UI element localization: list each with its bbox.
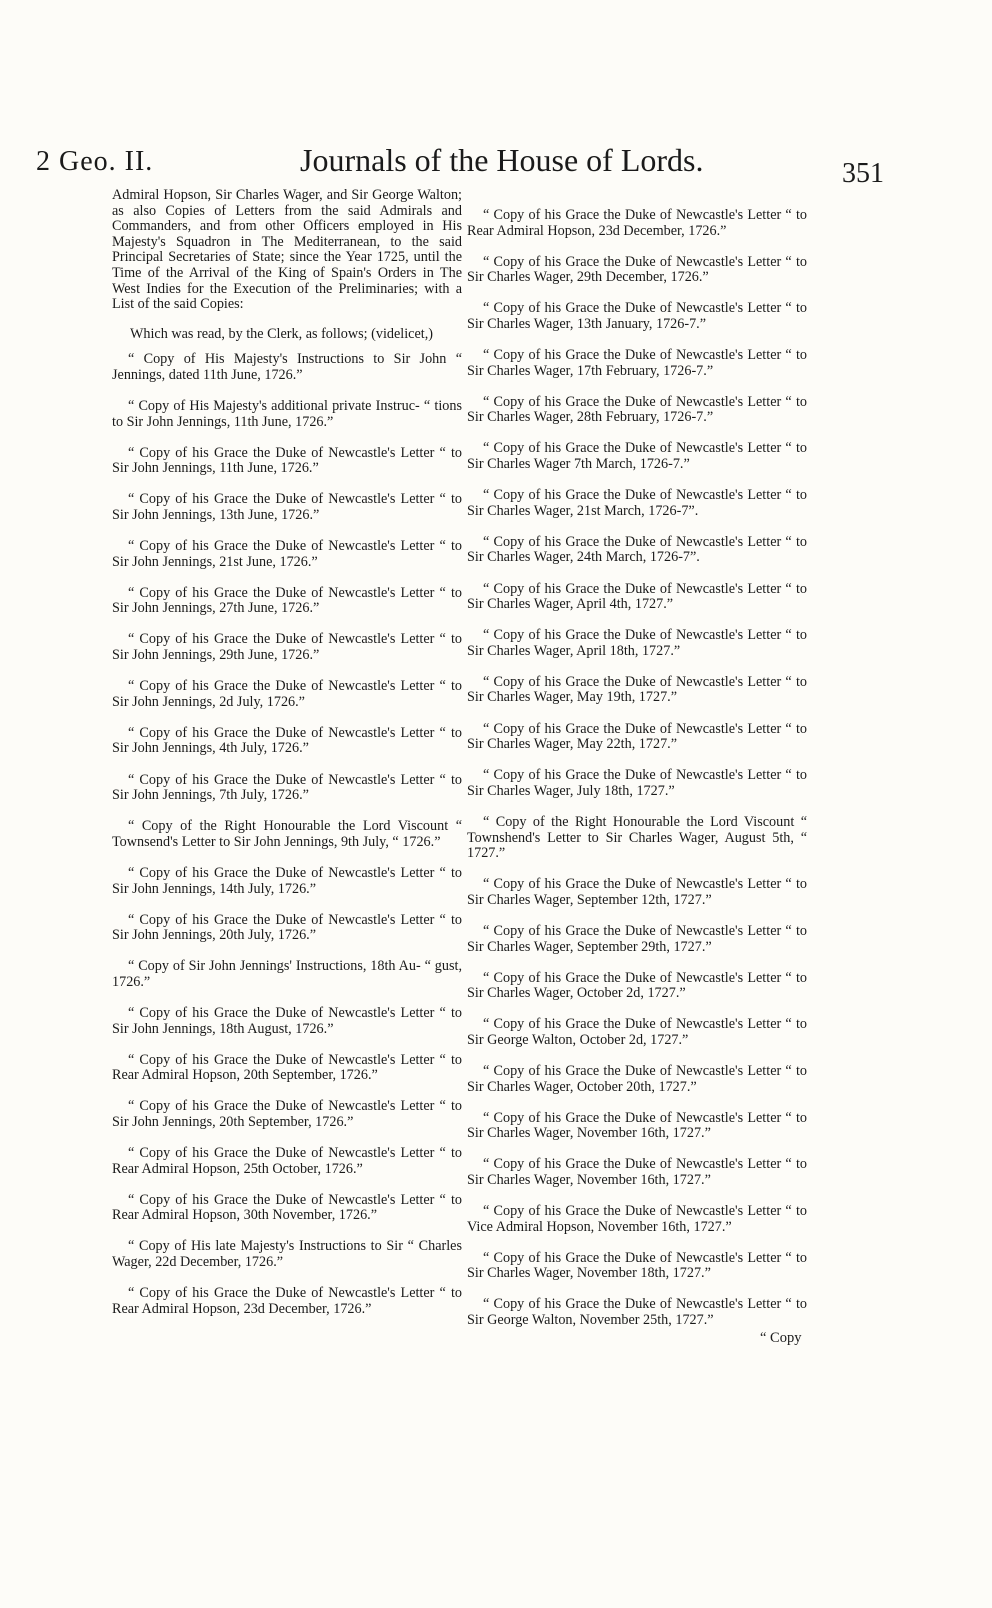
letter-entry: “ Copy of his Grace the Duke of Newcastle's Letter “ to Rear Admiral Hopson, 23d December, 1726.” [112,1285,462,1317]
letter-entry: “ Copy of his Grace the Duke of Newcastle's Letter “ to Vice Admiral Hopson, November 16th, 1727.” [467,1203,807,1235]
letter-entry: “ Copy of his Grace the Duke of Newcastle's Letter “ to Rear Admiral Hopson, 23d December, 1726.” [467,207,807,239]
letter-entry: “ Copy of his Grace the Duke of Newcastle's Letter “ to Sir John Jennings, 21st June, 1726.” [112,538,462,570]
letter-entry: “ Copy of his Grace the Duke of Newcastle's Letter “ to Sir John Jennings, 11th June, 1726.” [112,444,462,477]
letter-entry: “ Copy of his Grace the Duke of Newcastle's Letter “ to Sir Charles Wager, September 29th, 1727.” [467,922,807,955]
letter-entry: “ Copy of his Grace the Duke of Newcastle's Letter “ to Sir Charles Wager, July 18th, 1727.” [467,767,807,799]
letter-entry: “ Copy of his Grace the Duke of Newcastle's Letter “ to Sir Charles Wager 7th March, 1726-7.” [467,440,807,473]
letter-entry: “ Copy of His Majesty's additional private Instruc- “ tions to Sir John Jennings, 11th June, 1726.” [112,398,462,430]
letter-entry: “ Copy of his Grace the Duke of Newcastle's Letter “ to Sir George Walton, November 25th, 1727.” [467,1296,807,1328]
letter-entry: “ Copy of his Grace the Duke of Newcastle's Letter “ to Sir Charles Wager, October 2d, 1727.” [467,969,807,1002]
left-entry-list [112,352,462,1317]
letter-entry: “ Copy of His late Majesty's Instructions to Sir “ Charles Wager, 22d December, 1726.” [112,1238,462,1270]
letter-entry: “ Copy of the Right Honourable the Lord Viscount “ Townshend's Letter to Sir Charles Wager, August 5th, “ 1727.” [467,813,807,862]
letter-entry: “ Copy of his Grace the Duke of Newcastle's Letter “ to Sir John Jennings, 7th July, 1726.” [112,771,462,804]
page-header [0,140,992,190]
letter-entry: “ Copy of his Grace the Duke of Newcastle's Letter “ to Sir Charles Wager, November 18th, 1727.” [467,1249,807,1282]
letter-entry: “ Copy of his Grace the Duke of Newcastle's Letter “ to Sir Charles Wager, November 16th, 1727.” [467,1109,807,1142]
letter-entry: “ Copy of his Grace the Duke of Newcastle's Letter “ to Sir Charles Wager, 29th December, 1726.” [467,253,807,286]
letter-entry: “ Copy of his Grace the Duke of Newcastle's Letter “ to Sir Charles Wager, October 20th, 1727.” [467,1062,807,1095]
letter-entry: “ Copy of Sir John Jennings' Instructions, 18th Au- “ gust, 1726.” [112,958,462,990]
letter-entry: “ Copy of his Grace the Duke of Newcastle's Letter “ to Sir Charles Wager, 21st March, 1726-7”. [467,487,807,519]
page-number: 351 [842,158,884,189]
intro-paragraph: Admiral Hopson, Sir Charles Wager, and Sir George Walton; as also Copies of Letters from the said Admirals and Commanders, and from other Officers employed in His Majesty's Squadron in The Mediterranean, to the said Principal Secretaries of State; since the Year 1725, until the Time of the Arrival of the King of Spain's Orders in The West Indies for the Execution of the Preliminaries; with a List of the said Copies: [112,187,462,313]
letter-entry: “ Copy of his Grace the Duke of Newcastle's Letter “ to Sir John Jennings, 20th September, 1726.” [112,1098,462,1130]
right-entry-list [467,208,807,1329]
letter-entry: “ Copy of his Grace the Duke of Newcastle's Letter “ to Sir Charles Wager, April 18th, 1727.” [467,627,807,659]
letter-entry: “ Copy of his Grace the Duke of Newcastle's Letter “ to Sir Charles Wager, November 16th, 1727.” [467,1156,807,1188]
letter-entry: “ Copy of His Majesty's Instructions to Sir John “ Jennings, dated 11th June, 1726.” [112,351,462,383]
letter-entry: “ Copy of the Right Honourable the Lord Viscount “ Townsend's Letter to Sir John Jennings, 9th July, “ 1726.” [112,818,462,850]
letter-entry: “ Copy of his Grace the Duke of Newcastle's Letter “ to Sir Charles Wager, May 22th, 1727.” [467,720,807,753]
right-column [467,208,807,1344]
letter-entry: “ Copy of his Grace the Duke of Newcastle's Letter “ to Sir John Jennings, 4th July, 1726.” [112,724,462,757]
letter-entry: “ Copy of his Grace the Duke of Newcastle's Letter “ to Sir Charles Wager, 28th February, 1726-7.” [467,393,807,426]
letter-entry: “ Copy of his Grace the Duke of Newcastle's Letter “ to Sir John Jennings, 20th July, 1726.” [112,911,462,944]
letter-entry: “ Copy of his Grace the Duke of Newcastle's Letter “ to Sir Charles Wager, May 19th, 1727.” [467,673,807,706]
letter-entry: “ Copy of his Grace the Duke of Newcastle's Letter “ to Sir Charles Wager, April 4th, 1727.” [467,580,807,613]
letter-entry: “ Copy of his Grace the Duke of Newcastle's Letter “ to Rear Admiral Hopson, 20th September, 1726.” [112,1051,462,1084]
letter-entry: “ Copy of his Grace the Duke of Newcastle's Letter “ to Sir John Jennings, 14th July, 1726.” [112,864,462,897]
running-title: Journals of the House of Lords. [300,142,704,178]
letter-entry: “ Copy of his Grace the Duke of Newcastle's Letter “ to Sir Charles Wager, 13th January, 1726-7.” [467,300,807,332]
letter-entry: “ Copy of his Grace the Duke of Newcastle's Letter “ to Rear Admiral Hopson, 25th October, 1726.” [112,1145,462,1177]
letter-entry: “ Copy of his Grace the Duke of Newcastle's Letter “ to Sir John Jennings, 29th June, 1726.” [112,631,462,664]
left-column [112,188,462,1333]
letter-entry: “ Copy of his Grace the Duke of Newcastle's Letter “ to Rear Admiral Hopson, 30th November, 1726.” [112,1191,462,1224]
letter-entry: “ Copy of his Grace the Duke of Newcastle's Letter “ to Sir John Jennings, 18th August, 1726.” [112,1004,462,1037]
letter-entry: “ Copy of his Grace the Duke of Newcastle's Letter “ to Sir Charles Wager, 24th March, 1726-7”. [467,533,807,566]
regnal-year: 2 Geo. II. [36,146,154,177]
catchword: “ Copy [760,1330,802,1346]
letter-entry: “ Copy of his Grace the Duke of Newcastle's Letter “ to Sir John Jennings, 13th June, 1726.” [112,491,462,523]
letter-entry: “ Copy of his Grace the Duke of Newcastle's Letter “ to Sir Charles Wager, 17th February, 1726-7.” [467,347,807,379]
read-by-clerk-line: Which was read, by the Clerk, as follows; (videlicet,) [130,325,433,342]
letter-entry: “ Copy of his Grace the Duke of Newcastle's Letter “ to Sir Charles Wager, September 12th, 1727.” [467,876,807,908]
letter-entry: “ Copy of his Grace the Duke of Newcastle's Letter “ to Sir John Jennings, 2d July, 1726.” [112,678,462,710]
letter-entry: “ Copy of his Grace the Duke of Newcastle's Letter “ to Sir John Jennings, 27th June, 1726.” [112,584,462,617]
letter-entry: “ Copy of his Grace the Duke of Newcastle's Letter “ to Sir George Walton, October 2d, 1727.” [467,1016,807,1048]
